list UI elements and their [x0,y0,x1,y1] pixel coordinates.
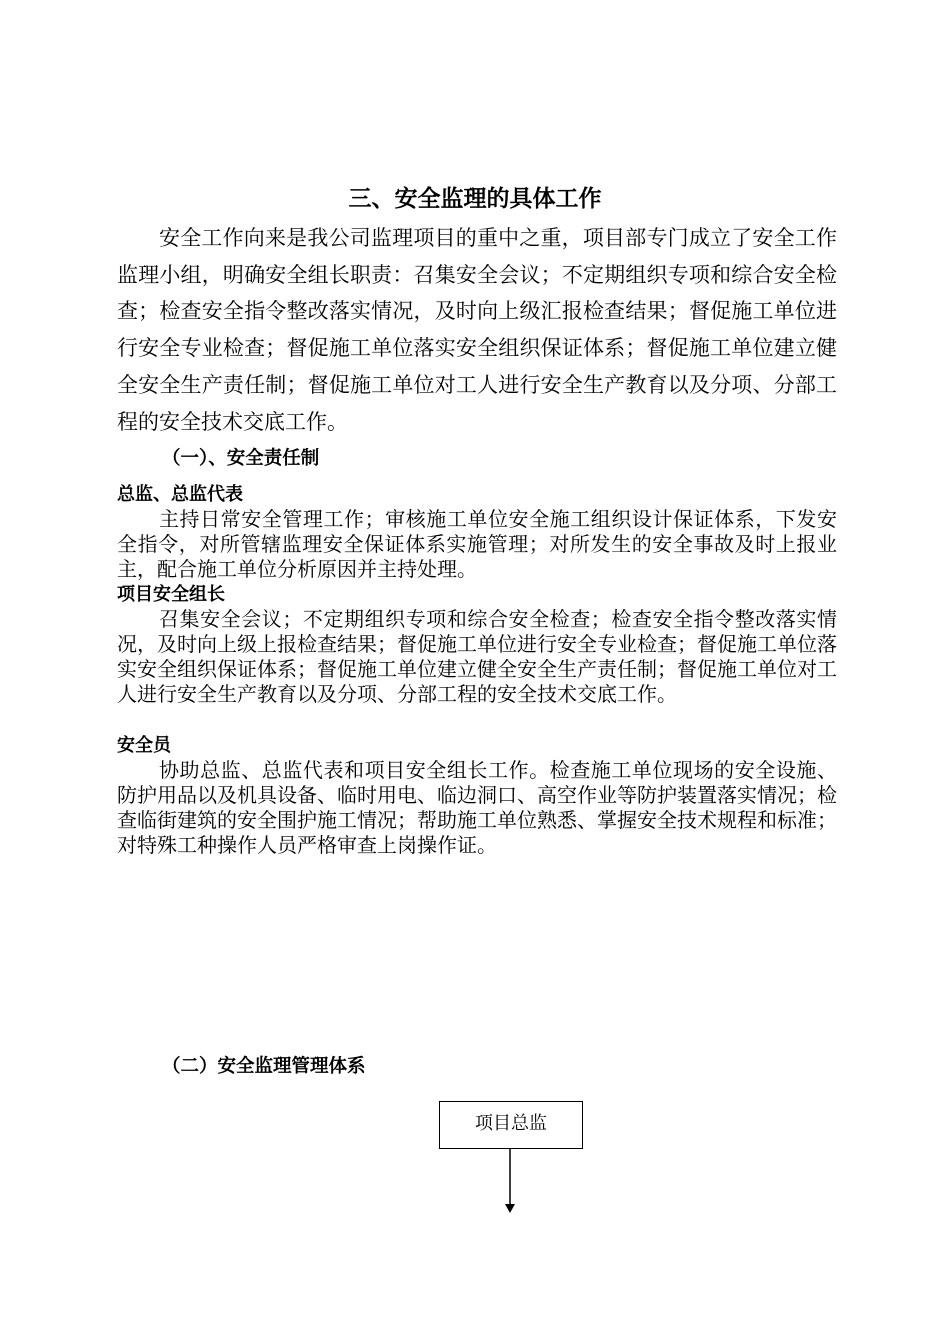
role-description: 召集安全会议；不定期组织专项和综合安全检查；检查安全指令整改落实情况，及时向上级上报检查结果；督促施工单位进行安全专业检查；督促施工单位落实安全组织保证体系；督促施工单位建立健全安全生产责任制；督促施工单位对工人进行安全生产教育以及分项、分部工程的安全技术交底工作。 [117,607,837,706]
role-block-safety-leader [117,583,837,707]
role-block-safety-officer [117,734,837,858]
org-chart-down-arrow [500,1149,520,1215]
page-title: 三、安全监理的具体工作 [348,186,602,212]
role-description: 协助总监、总监代表和项目安全组长工作。检查施工单位现场的安全设施、防护用品以及机具设备、临时用电、临边洞口、高空作业等防护装置落实情况；检查临街建筑的安全围护施工情况；帮助施工单位熟悉、掌握安全技术规程和标准；对特殊工种操作人员严格审查上岗操作证。 [117,758,837,857]
role-title: 项目安全组长 [117,584,225,605]
intro-paragraph: 安全工作向来是我公司监理项目的重中之重，项目部专门成立了安全工作监理小组，明确安全组长职责：召集安全会议；不定期组织专项和综合安全检查；检查安全指令整改落实情况，及时向上级汇报检查结果；督促施工单位进行安全专业检查；督促施工单位落实安全组织保证体系；督促施工单位建立健全安全生产责任制；督促施工单位对工人进行安全生产教育以及分项、分部工程的安全技术交底工作。 [117,226,837,434]
role-block-chief-supervisor [117,483,837,582]
section-heading-responsibility: （一）、安全责任制 [162,448,320,469]
role-title: 总监、总监代表 [117,484,243,505]
role-description: 主持日常安全管理工作；审核施工单位安全施工组织设计保证体系，下发安全指令，对所管辖监理安全保证体系实施管理；对所发生的安全事故及时上报业主，配合施工单位分析原因并主持处理。 [117,507,837,581]
org-chart-node-project-director: 项目总监 [439,1101,583,1149]
role-title: 安全员 [117,735,171,756]
section-heading-management-system: （二）安全监理管理体系 [162,1056,366,1077]
